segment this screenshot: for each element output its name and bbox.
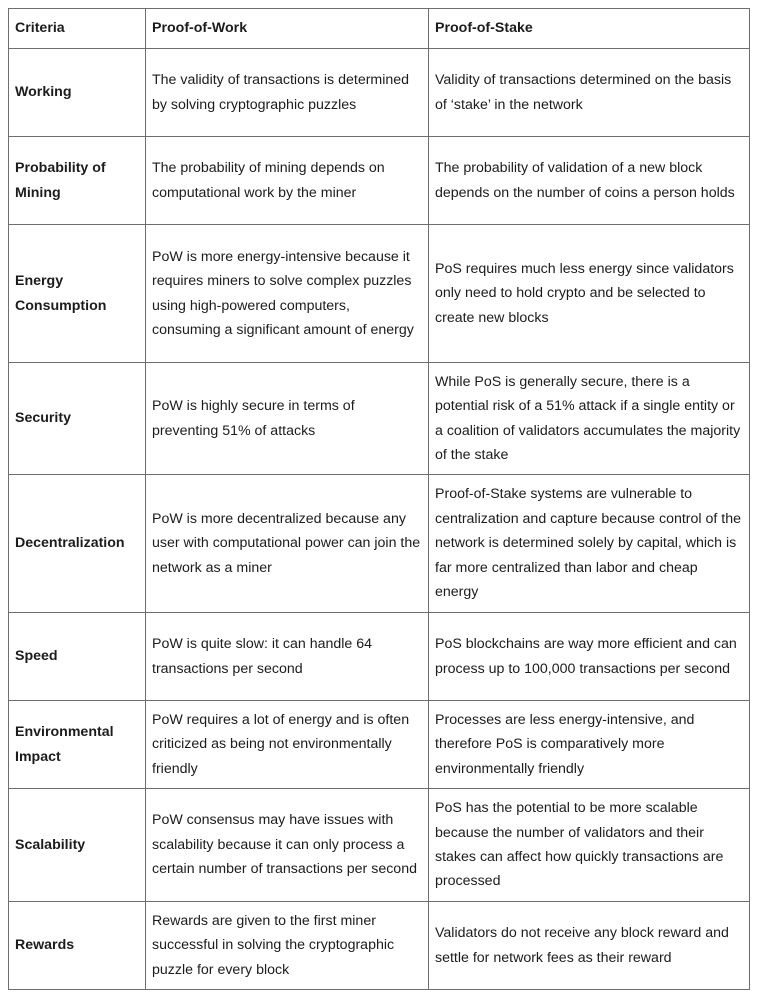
pos-cell: Proof-of-Stake systems are vulnerable to centralization and capture because control of the network is determined solely by capital, which is far more centralized than labor and cheap energy bbox=[429, 475, 750, 613]
criteria-cell: Scalability bbox=[9, 789, 146, 902]
criteria-cell: Environmental Impact bbox=[9, 701, 146, 789]
pos-cell: PoS has the potential to be more scalable because the number of validators and their stakes can affect how quickly transactions are processed bbox=[429, 789, 750, 902]
table-row bbox=[9, 789, 750, 902]
criteria-cell: Security bbox=[9, 363, 146, 475]
comparison-table-container bbox=[8, 8, 750, 990]
table-row bbox=[9, 701, 750, 789]
header-proof-of-stake: Proof-of-Stake bbox=[429, 9, 750, 49]
pow-cell: PoW requires a lot of energy and is often criticized as being not environmentally friendly bbox=[146, 701, 429, 789]
pow-cell: PoW is highly secure in terms of preventing 51% of attacks bbox=[146, 363, 429, 475]
pow-vs-pos-comparison-table bbox=[8, 8, 750, 990]
criteria-cell: Energy Consumption bbox=[9, 225, 146, 363]
pow-cell: The validity of transactions is determined by solving cryptographic puzzles bbox=[146, 49, 429, 137]
pos-cell: PoS requires much less energy since validators only need to hold crypto and be selected to create new blocks bbox=[429, 225, 750, 363]
table-row bbox=[9, 363, 750, 475]
criteria-cell: Probability of Mining bbox=[9, 137, 146, 225]
table-row bbox=[9, 613, 750, 701]
criteria-cell: Speed bbox=[9, 613, 146, 701]
pos-cell: While PoS is generally secure, there is a potential risk of a 51% attack if a single entity or a coalition of validators accumulates the majority of the stake bbox=[429, 363, 750, 475]
pow-cell: PoW is more energy-intensive because it requires miners to solve complex puzzles using high-powered computers, consuming a significant amount of energy bbox=[146, 225, 429, 363]
pos-cell: Validators do not receive any block reward and settle for network fees as their reward bbox=[429, 902, 750, 990]
pos-cell: Validity of transactions determined on the basis of ‘stake’ in the network bbox=[429, 49, 750, 137]
table-row bbox=[9, 225, 750, 363]
criteria-cell: Rewards bbox=[9, 902, 146, 990]
pos-cell: PoS blockchains are way more efficient and can process up to 100,000 transactions per second bbox=[429, 613, 750, 701]
pow-cell: PoW is quite slow: it can handle 64 transactions per second bbox=[146, 613, 429, 701]
table-row bbox=[9, 475, 750, 613]
pow-cell: Rewards are given to the first miner successful in solving the cryptographic puzzle for every block bbox=[146, 902, 429, 990]
pow-cell: PoW is more decentralized because any user with computational power can join the network as a miner bbox=[146, 475, 429, 613]
pos-cell: Processes are less energy-intensive, and therefore PoS is comparatively more environmentally friendly bbox=[429, 701, 750, 789]
table-row bbox=[9, 49, 750, 137]
table-row bbox=[9, 902, 750, 990]
table-header-row bbox=[9, 9, 750, 49]
criteria-cell: Working bbox=[9, 49, 146, 137]
header-proof-of-work: Proof-of-Work bbox=[146, 9, 429, 49]
pow-cell: PoW consensus may have issues with scalability because it can only process a certain number of transactions per second bbox=[146, 789, 429, 902]
criteria-cell: Decentralization bbox=[9, 475, 146, 613]
header-criteria: Criteria bbox=[9, 9, 146, 49]
pow-cell: The probability of mining depends on computational work by the miner bbox=[146, 137, 429, 225]
pos-cell: The probability of validation of a new block depends on the number of coins a person holds bbox=[429, 137, 750, 225]
table-row bbox=[9, 137, 750, 225]
